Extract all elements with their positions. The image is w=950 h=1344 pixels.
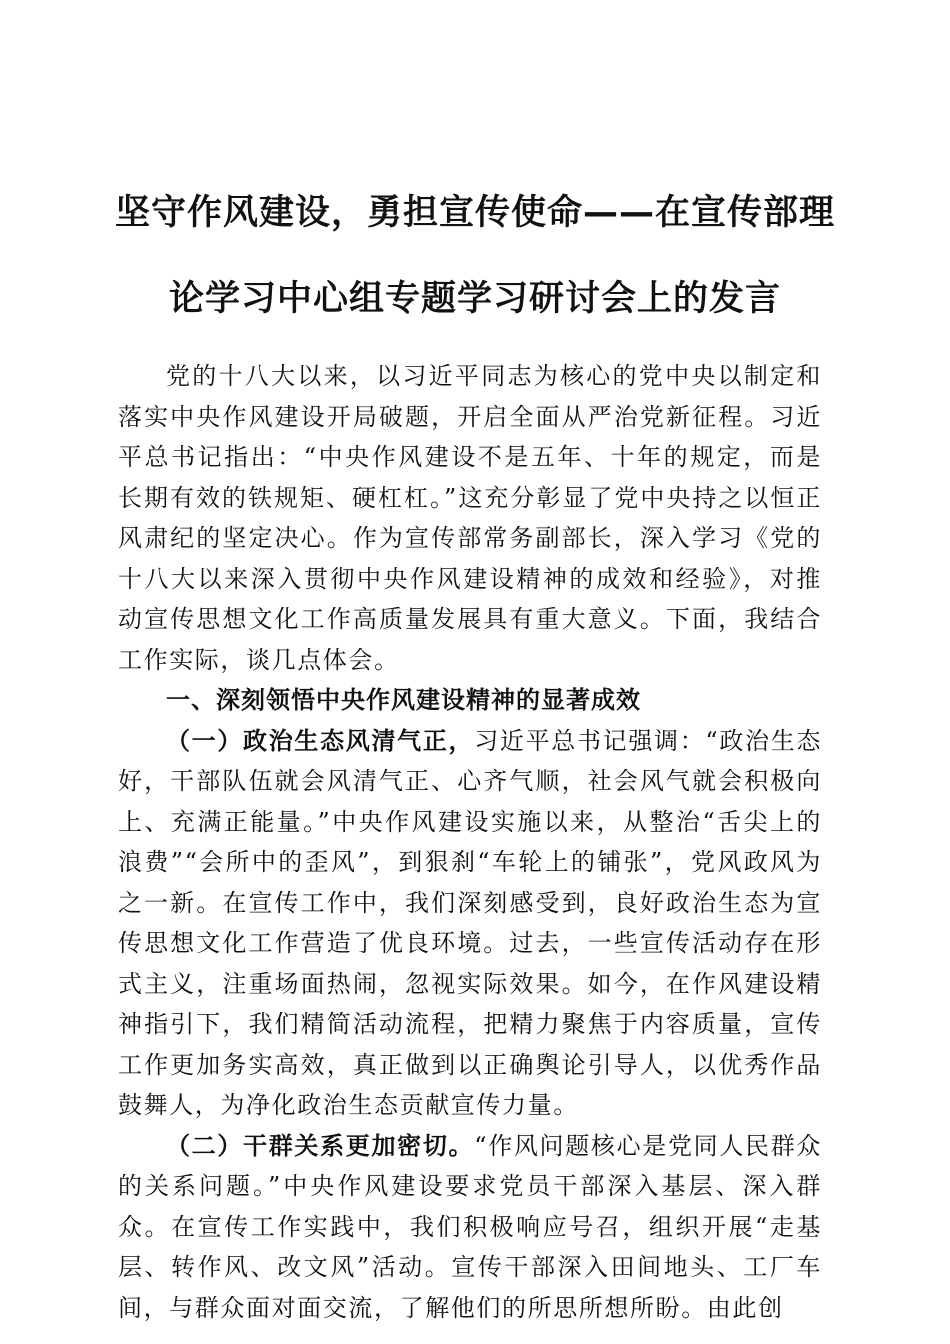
subsection-1-lead: （一）政治生态风清气正， <box>166 725 475 755</box>
title-line-1: 坚守作风建设，勇担宣传使命——在宣传部理 <box>114 193 835 233</box>
subsection-2-paragraph <box>118 1126 822 1329</box>
title-line-2: 论学习中心组专题学习研讨会上的发言 <box>168 279 781 319</box>
document-body <box>118 356 822 1328</box>
intro-paragraph: 党的十八大以来，以习近平同志为核心的党中央以制定和落实中央作风建设开局破题，开启全面从严治党新征程。习近平总书记指出：“中央作风建设不是五年、十年的规定，而是长期有效的铁规矩、硬杠杠。”这充分彰显了党中央持之以恒正风肃纪的坚定决心。作为宣传部常务副部长，深入学习《党的十八大以来深入贯彻中央作风建设精神的成效和经验》，对推动宣传思想文化工作高质量发展具有重大意义。下面，我结合工作实际，谈几点体会。 <box>118 362 822 674</box>
subsection-1-paragraph <box>118 721 822 1126</box>
document-title <box>100 170 850 342</box>
subsection-1-text: 习近平总书记强调：“政治生态好，干部队伍就会风清气正、心齐气顺，社会风气就会积极向上、充满正能量。”中央作风建设实施以来，从整治“舌尖上的浪费”“会所中的歪风”，到狠刹“车轮上的铺张”，党风政风为之一新。在宣传工作中，我们深刻感受到，良好政治生态为宣传思想文化工作营造了优良环境。过去，一些宣传活动存在形式主义，注重场面热闹，忽视实际效果。如今，在作风建设精神指引下，我们精简活动流程，把精力聚焦于内容质量，宣传工作更加务实高效，真正做到以正确舆论引导人，以优秀作品鼓舞人，为净化政治生态贡献宣传力量。 <box>118 726 823 1119</box>
subsection-2-text: “作风问题核心是党同人民群众的关系问题。”中央作风建设要求党员干部深入基层、深入群众。在宣传工作实践中，我们积极响应号召，组织开展“走基层、转作风、改文风”活动。宣传干部深入田间地头、工厂车间，与群众面对面交流，了解他们的所思所想所盼。由此创 <box>118 1131 823 1322</box>
subsection-2-lead: （二）干群关系更加密切。 <box>166 1130 475 1160</box>
section-1-heading: 一、深刻领悟中央作风建设精神的显著成效 <box>166 686 641 714</box>
